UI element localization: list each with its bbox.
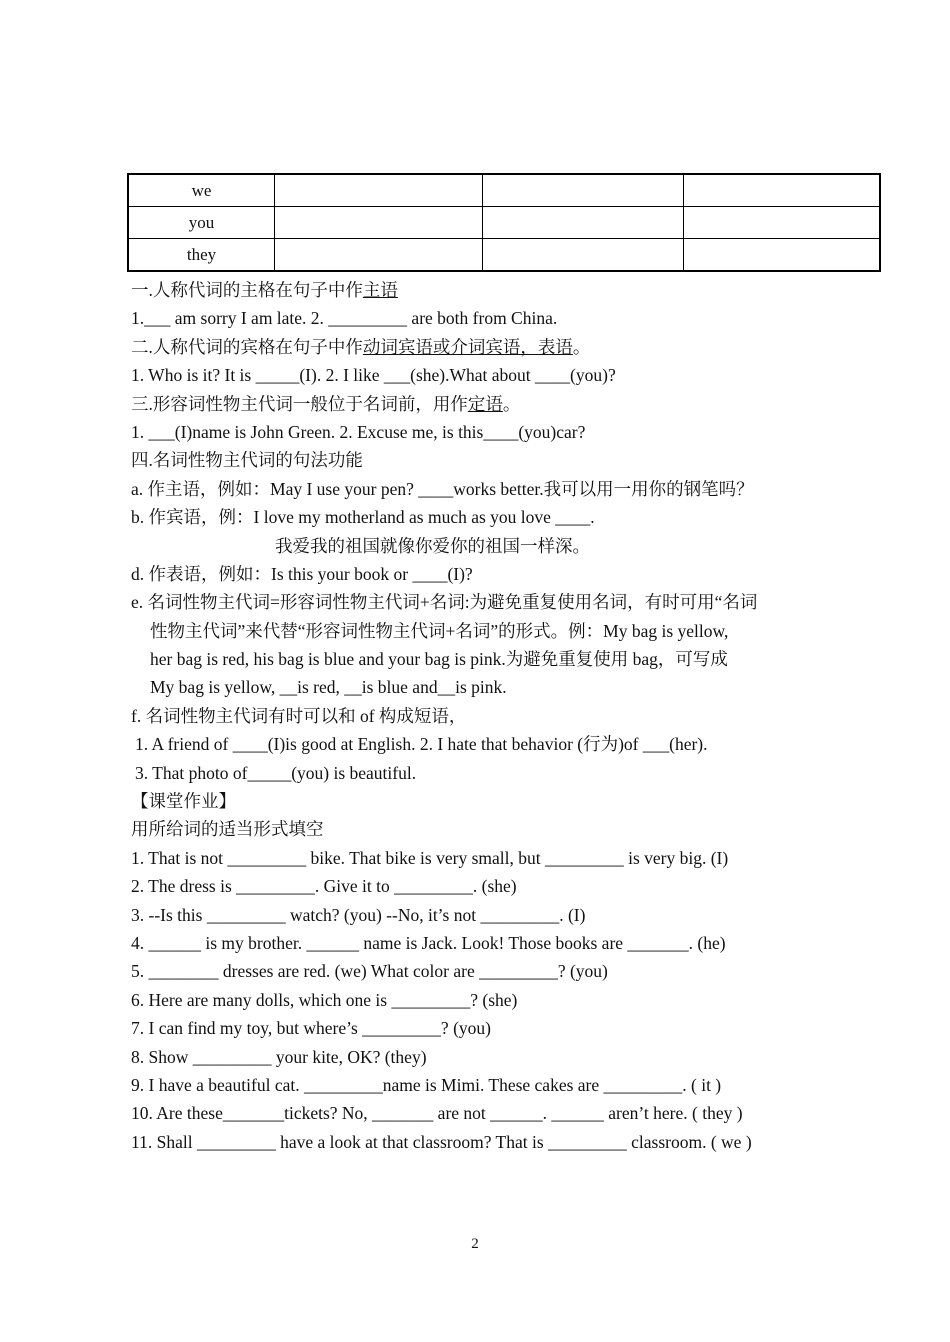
text-line: [131, 418, 831, 446]
line-text: 一.人称代词的主格在句子中作: [131, 280, 363, 300]
line-text: 4. ______ is my brother. ______ name is Jack. Look! Those books are _______. (he): [131, 932, 726, 953]
text-line: [131, 844, 831, 872]
table-cell-blank: [483, 207, 684, 239]
line-text: 3. --Is this _________ watch? (you) --No, it’s not _________. (I): [131, 904, 586, 925]
line-text: 性物主代词”来代替“形容词性物主代词+名词”的形式。例：My bag is yellow,: [150, 620, 729, 641]
table-cell-blank: [483, 174, 684, 207]
page-number: 2: [471, 1236, 479, 1252]
text-line: [131, 929, 831, 957]
line-text: b. 作宾语，例：I love my motherland as much as you love ____.: [131, 507, 595, 528]
table-cell-blank: [684, 174, 881, 207]
text-line: [131, 475, 831, 503]
line-suffix: 。: [572, 336, 591, 357]
text-line: [131, 759, 831, 787]
text-line: [131, 702, 831, 730]
line-text: 1. That is not _________ bike. That bike is very small, but _________ is very big. (I): [131, 847, 729, 868]
worksheet-content: [131, 276, 831, 1156]
line-text: a. 作主语，例如：May I use your pen? ____works better.我可以用一用你的钢笔吗？: [131, 478, 754, 499]
line-text: 9. I have a beautiful cat. _________name is Mimi. These cakes are _________. ( it ): [131, 1074, 722, 1095]
text-line: [131, 815, 831, 843]
text-line: [131, 560, 831, 588]
line-text: 8. Show _________ your kite, OK? (they): [131, 1046, 427, 1067]
text-line: [131, 1071, 831, 1099]
line-text: 【课堂作业】: [131, 791, 236, 812]
underlined-term: 主语: [362, 280, 398, 300]
text-line: [131, 730, 831, 758]
underlined-term: 动词宾语或介词宾语，表语: [362, 336, 573, 357]
line-text: 3. That photo of_____(you) is beautiful.: [135, 762, 417, 783]
line-text: 5. ________ dresses are red. (we) What color are _________? (you): [131, 961, 608, 982]
text-line: [131, 503, 831, 531]
text-line: [131, 588, 831, 616]
table-cell-pronoun: you: [128, 207, 275, 239]
line-text: 10. Are these_______tickets? No, _______ are not ______. ______ aren’t here. ( they ): [131, 1103, 743, 1124]
line-text: 11. Shall _________ have a look at that classroom? That is _________ classroom. ( we ): [131, 1131, 752, 1152]
table-cell-blank: [275, 207, 483, 239]
line-text: her bag is red, his bag is blue and your bag is pink.为避免重复使用 bag，可写成: [150, 649, 728, 670]
line-text: 我爱我的祖国就像你爱你的祖国一样深。: [275, 535, 590, 556]
line-text: 1.___ am sorry I am late. 2. _________ are both from China.: [131, 308, 558, 329]
line-text: 1. ___(I)name is John Green. 2. Excuse me, is this____(you)car?: [131, 421, 586, 442]
table-cell-blank: [275, 239, 483, 272]
table-row: [128, 207, 880, 239]
text-line: [131, 532, 831, 560]
pronoun-table-body: [128, 174, 880, 271]
text-line: [131, 333, 831, 361]
text-line: [131, 1014, 831, 1042]
line-text: 三.形容词性物主代词一般位于名词前，用作: [131, 393, 468, 414]
table-cell-blank: [684, 207, 881, 239]
table-cell-blank: [275, 174, 483, 207]
text-line: [131, 901, 831, 929]
text-line: [131, 645, 831, 673]
text-line: [131, 673, 831, 701]
table-row: [128, 239, 880, 272]
text-line: [131, 446, 831, 474]
line-text: 6. Here are many dolls, which one is _________? (she): [131, 989, 518, 1010]
line-text: 2. The dress is _________. Give it to _________. (she): [131, 876, 517, 897]
text-line: [131, 1128, 831, 1156]
text-line: [131, 390, 831, 418]
line-text: e. 名词性物主代词=形容词性物主代词+名词:为避免重复使用名词，有时可用“名词: [131, 592, 758, 613]
line-text: 二.人称代词的宾格在句子中作: [131, 336, 363, 357]
text-line: [131, 1043, 831, 1071]
text-line: [131, 787, 831, 815]
line-text: 四.名词性物主代词的句法功能: [131, 450, 363, 471]
table-cell-pronoun: they: [128, 239, 275, 272]
text-line: [131, 361, 831, 389]
line-text: d. 作表语，例如：Is this your book or ____(I)?: [131, 563, 473, 584]
text-line: [131, 1099, 831, 1127]
underlined-term: 定语: [467, 393, 503, 414]
text-line: [131, 617, 831, 645]
text-line: [131, 957, 831, 985]
line-text: 1. Who is it? It is _____(I). 2. I like ___(she).What about ____(you)?: [131, 365, 616, 386]
text-line: [131, 304, 831, 332]
line-suffix: 。: [502, 393, 521, 414]
table-cell-blank: [684, 239, 881, 272]
text-line: [131, 872, 831, 900]
text-line: [131, 276, 831, 304]
line-text: 7. I can find my toy, but where’s _________? (you): [131, 1018, 491, 1039]
line-text: 1. A friend of ____(I)is good at English. 2. I hate that behavior (行为)of ___(her).: [135, 734, 708, 755]
line-text: 用所给词的适当形式填空: [131, 819, 324, 840]
line-text: My bag is yellow, __is red, __is blue and__is pink.: [150, 677, 507, 698]
pronoun-table: [127, 173, 881, 272]
text-line: [131, 986, 831, 1014]
table-row: [128, 174, 880, 207]
line-text: f. 名词性物主代词有时可以和 of 构成短语，: [131, 705, 467, 726]
table-cell-blank: [483, 239, 684, 272]
table-cell-pronoun: we: [128, 174, 275, 207]
